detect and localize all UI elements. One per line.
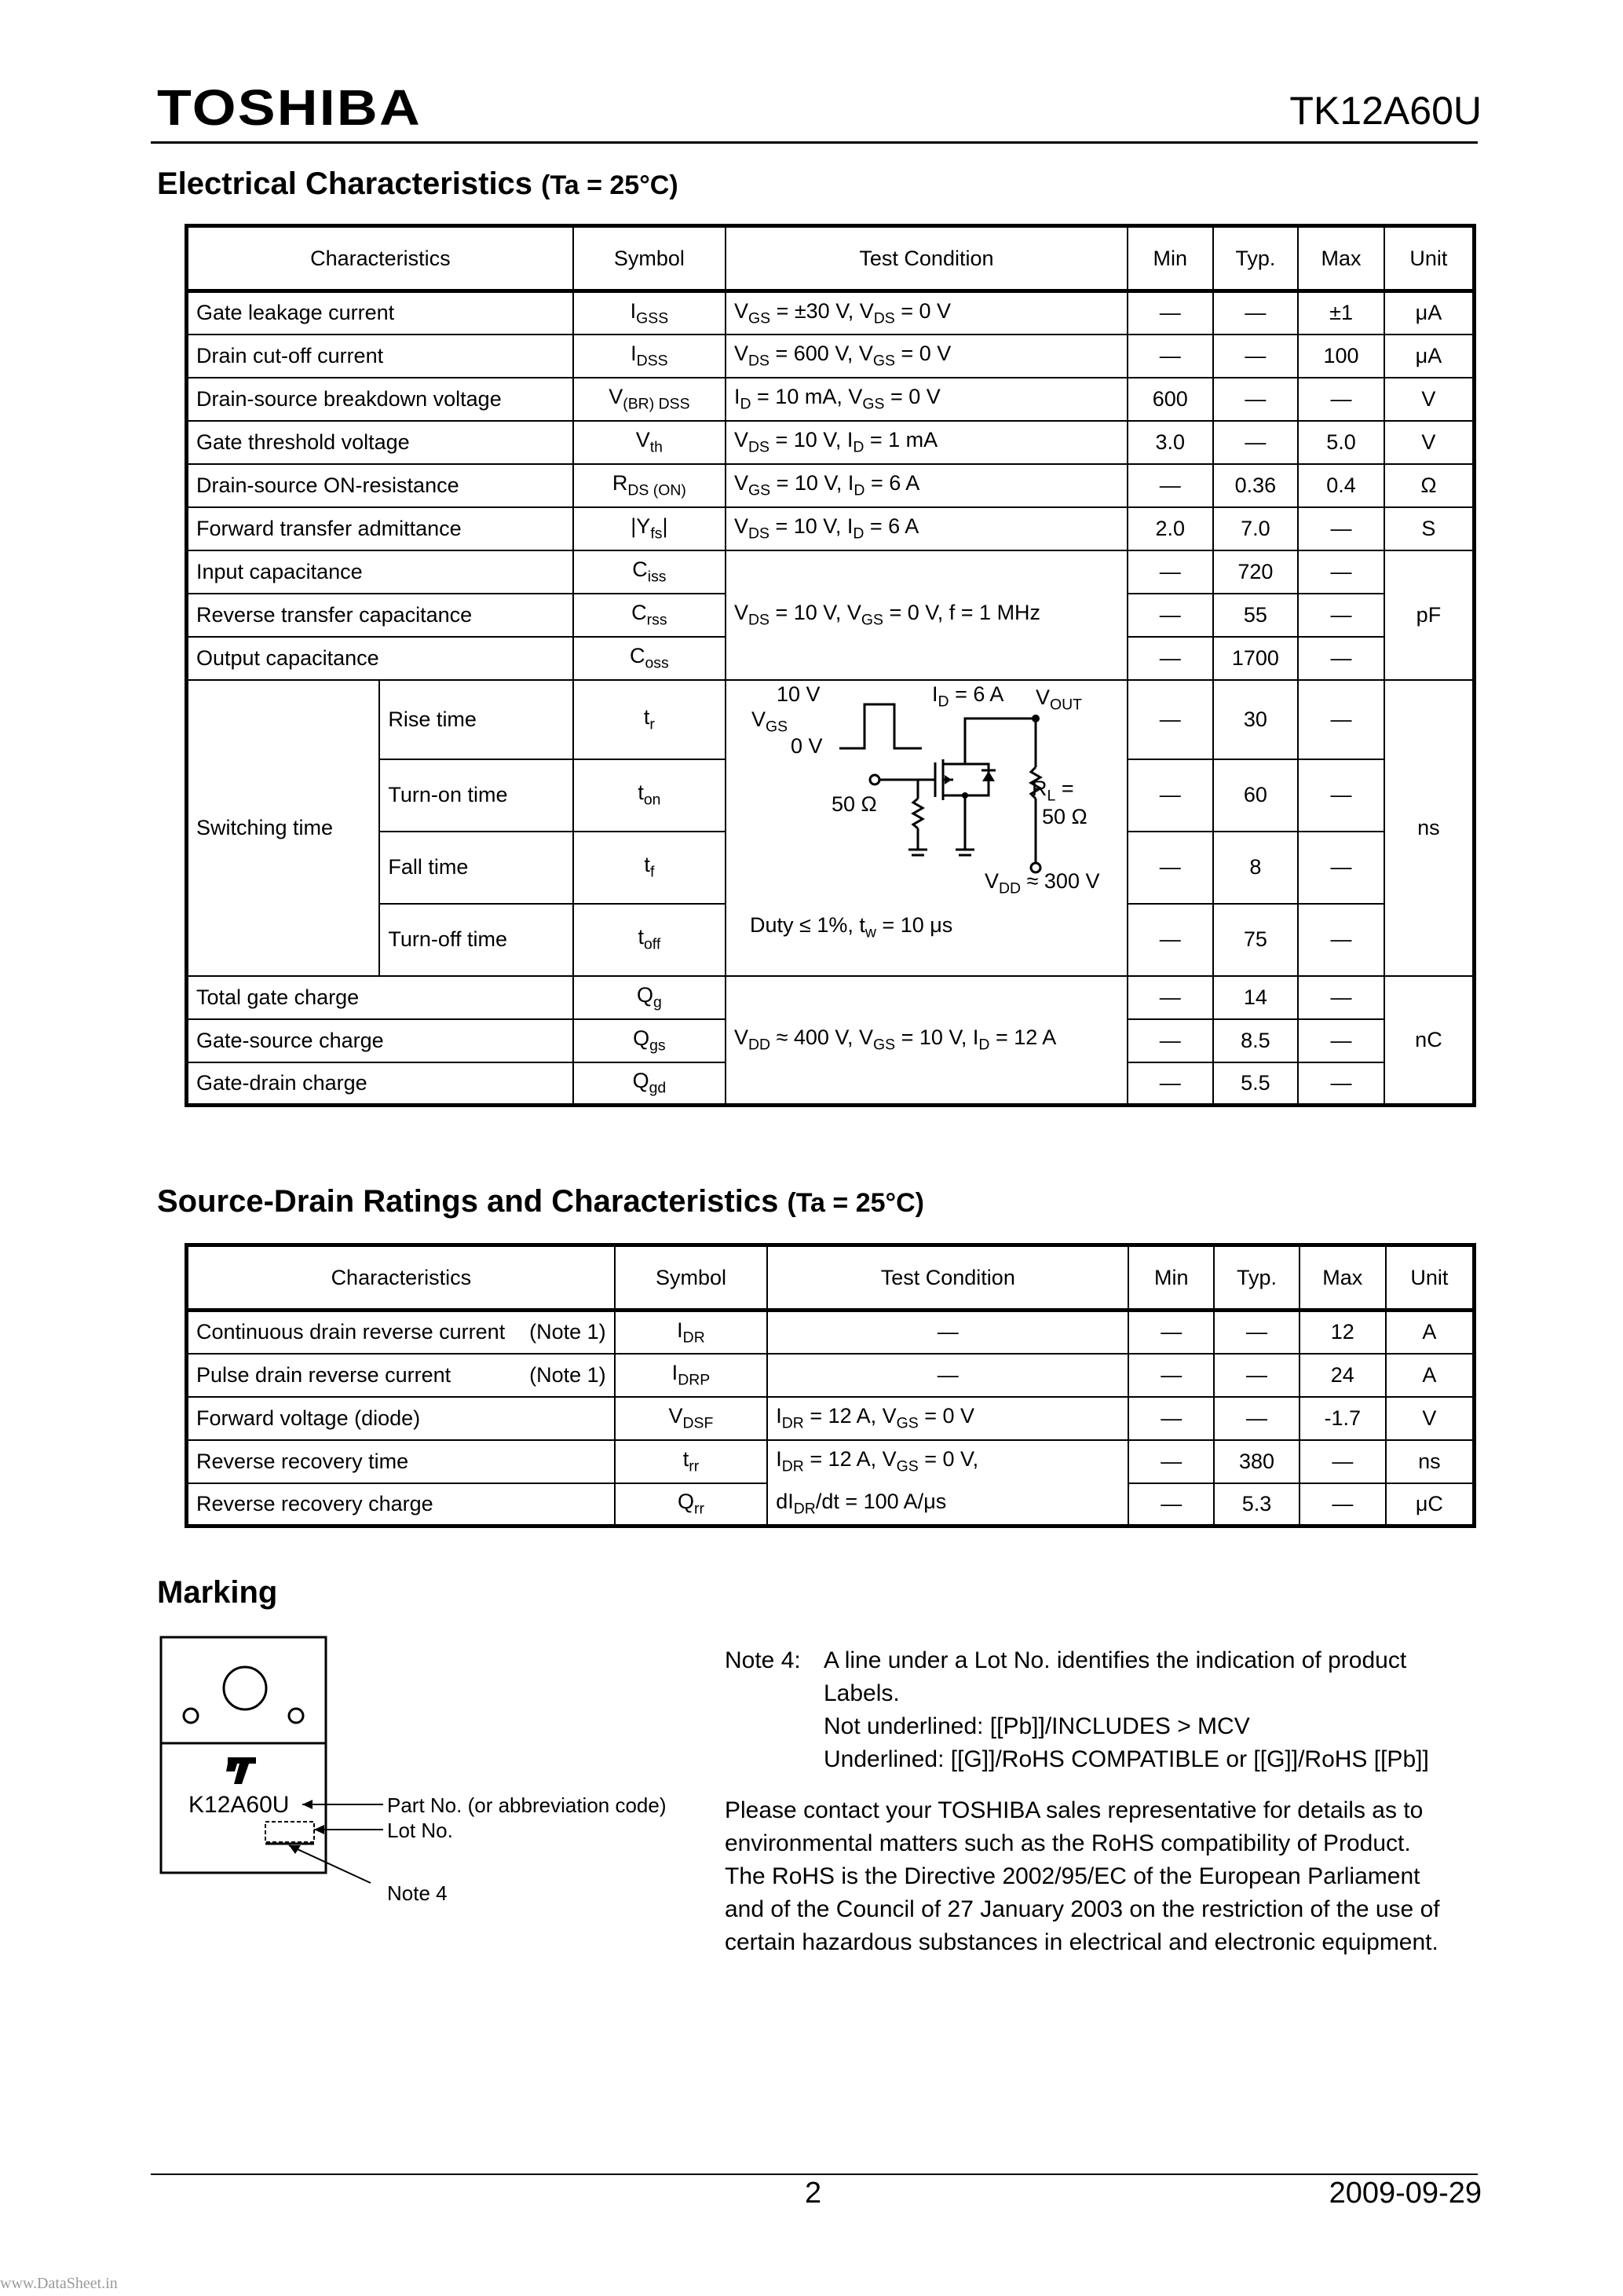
unit: μC [1386, 1483, 1475, 1526]
symbol: $I_{GSS}$ [573, 291, 726, 335]
max-value: — [1299, 1483, 1386, 1526]
table-row [187, 378, 1475, 421]
max-value: — [1298, 1019, 1384, 1062]
col-min: Min [1128, 1245, 1214, 1311]
max-value: -1.7 [1299, 1397, 1386, 1440]
right-pin-mark [289, 1709, 303, 1723]
max-value: — [1298, 637, 1384, 680]
symbol: $|Y_{fs}|$ [573, 507, 726, 550]
symbol: $Q_{gs}$ [573, 1019, 726, 1062]
switching-test-circuit: 10 V $V_{GS}$ 0 V $I_D = 6$ A $V_{OUT}$ 50 Ω $R_L$ = 50 Ω $V_{DD} \approx 300$ V Duty ≤ 1%, $t_w = 10$ μs [749, 682, 1100, 941]
col-min: Min [1128, 226, 1213, 291]
symbol: $t_{off}$ [573, 904, 726, 976]
max-value: — [1298, 594, 1384, 637]
typ-value: 8 [1213, 832, 1299, 904]
characteristic-name: Gate leakage current [187, 291, 573, 335]
min-value: — [1128, 680, 1213, 759]
table-row [187, 507, 1475, 550]
symbol: $t_r$ [573, 680, 726, 759]
typ-value: 5.5 [1213, 1062, 1299, 1106]
max-value: — [1298, 550, 1384, 594]
symbol: $V_{(BR) DSS}$ [573, 378, 726, 421]
max-value: — [1298, 759, 1384, 832]
min-value: — [1128, 1019, 1213, 1062]
symbol: $Q_g$ [573, 976, 726, 1019]
note4-pointer-label: Note 4 [387, 1881, 448, 1905]
note4-block [725, 1644, 1429, 1776]
max-value: 100 [1298, 335, 1384, 378]
test-condition: $V_{DS} = 10$ V, $V_{GS} = 0$ V, f = 1 MHz [726, 550, 1128, 680]
electrical-title-condition: (Ta = 25°C) [541, 170, 678, 200]
note4-line: Not underlined: [[Pb]]/INCLUDES > MCV [824, 1713, 1250, 1739]
test-condition: $V_{GS} = 10$ V, $I_D = 6$ A [726, 464, 1128, 507]
header-rule [151, 141, 1478, 144]
characteristic-name: Reverse transfer capacitance [187, 594, 573, 637]
test-condition: $I_D = 10$ mA, $V_{GS} = 0$ V [726, 378, 1128, 421]
unit: ns [1386, 1440, 1475, 1483]
characteristic-name: Reverse recovery charge [187, 1483, 615, 1526]
symbol: $t_f$ [573, 832, 726, 904]
min-value: — [1128, 1311, 1214, 1354]
test-condition: — [767, 1311, 1128, 1354]
typ-value: — [1213, 291, 1299, 335]
note4-line: Underlined: [[G]]/RoHS COMPATIBLE or [[G]]/RoHS [[Pb]] [824, 1746, 1429, 1772]
lot-arrow-head [314, 1825, 324, 1834]
part-label: Part No. (or abbreviation code) [387, 1793, 667, 1817]
typ-value: 30 [1213, 680, 1299, 759]
max-value: — [1298, 976, 1384, 1019]
typ-value: 8.5 [1213, 1019, 1299, 1062]
part-number: TK12A60U [1289, 89, 1482, 133]
table-row [187, 976, 1475, 1019]
symbol: $C_{iss}$ [573, 550, 726, 594]
max-value: — [1298, 904, 1384, 976]
max-value: — [1298, 680, 1384, 759]
table-row [187, 550, 1475, 594]
typ-value: 60 [1213, 759, 1299, 832]
package-outline [161, 1637, 326, 1873]
characteristic-name: Drain cut-off current [187, 335, 573, 378]
typ-value: 720 [1213, 550, 1299, 594]
characteristic-name: Pulse drain reverse current (Note 1) [187, 1354, 615, 1397]
note4-heading: Note 4: [725, 1647, 801, 1673]
electrical-table [185, 224, 1476, 1107]
symbol: $R_{DS (ON)}$ [573, 464, 726, 507]
characteristic-name: Turn-off time [379, 904, 572, 976]
rohs-line: certain hazardous substances in electrical and electronic equipment. [725, 1929, 1438, 1955]
rohs-line: and of the Council of 27 January 2003 on the restriction of the use of [725, 1896, 1440, 1922]
unit: A [1386, 1311, 1475, 1354]
min-value: — [1128, 1483, 1214, 1526]
symbol: $t_{on}$ [573, 759, 726, 832]
table-row [187, 680, 1475, 759]
min-value: — [1128, 335, 1213, 378]
col-symbol: Symbol [573, 226, 726, 291]
unit: A [1386, 1354, 1475, 1397]
symbol: $C_{rss}$ [573, 594, 726, 637]
left-pin-mark [184, 1709, 198, 1723]
unit: Ω [1384, 464, 1475, 507]
min-value: — [1128, 594, 1213, 637]
min-value: — [1128, 1354, 1214, 1397]
typ-value: — [1213, 335, 1299, 378]
symbol: $V_{th}$ [573, 421, 726, 464]
typ-value: 14 [1213, 976, 1299, 1019]
min-value: — [1128, 1440, 1214, 1483]
max-value: — [1298, 832, 1384, 904]
typ-value: — [1214, 1397, 1299, 1440]
test-condition: $I_{DR} = 12$ A, $V_{GS} = 0$ V [767, 1397, 1128, 1440]
chip-part-text: K12A60U [188, 1792, 290, 1818]
symbol: $Q_{rr}$ [615, 1483, 768, 1526]
table-row [187, 291, 1475, 335]
unit: V [1386, 1397, 1475, 1440]
test-condition: — [767, 1354, 1128, 1397]
characteristic-name: Forward transfer admittance [187, 507, 573, 550]
test-condition: $V_{DS} = 600$ V, $V_{GS} = 0$ V [726, 335, 1128, 378]
footer-date: 2009-09-29 [1329, 2177, 1482, 2210]
mounting-hole [224, 1667, 266, 1709]
table-row [187, 1397, 1475, 1440]
max-value: 24 [1299, 1354, 1386, 1397]
source-drain-title-text: Source-Drain Ratings and Characteristics [157, 1184, 779, 1219]
symbol: $I_{DSS}$ [573, 335, 726, 378]
electrical-title-text: Electrical Characteristics [157, 166, 533, 201]
test-condition: $dI_{DR}/dt = 100$ A/μs [767, 1483, 1128, 1526]
table-row [187, 335, 1475, 378]
characteristic-name: Gate-drain charge [187, 1062, 573, 1106]
unit: V [1384, 378, 1475, 421]
watermark: www.DataSheet.in [0, 2275, 118, 2292]
page-number: 2 [805, 2177, 822, 2210]
col-max: Max [1299, 1245, 1386, 1311]
unit: S [1384, 507, 1475, 550]
typ-value: — [1214, 1311, 1299, 1354]
rohs-line: The RoHS is the Directive 2002/95/EC of the European Parliament [725, 1863, 1420, 1889]
table-row [187, 464, 1475, 507]
test-condition: $V_{DS} = 10$ V, $I_D = 1$ mA [726, 421, 1128, 464]
max-value: — [1298, 378, 1384, 421]
test-condition: $V_{DS} = 10$ V, $I_D = 6$ A [726, 507, 1128, 550]
unit: nC [1384, 976, 1475, 1106]
characteristic-name: Fall time [379, 832, 572, 904]
marking-title: Marking [157, 1575, 278, 1610]
max-value: 0.4 [1298, 464, 1384, 507]
unit: V [1384, 421, 1475, 464]
col-test-condition: Test Condition [767, 1245, 1128, 1311]
lot-box [265, 1822, 314, 1842]
note4-arrow-line [289, 1845, 371, 1883]
col-typ: Typ. [1213, 226, 1299, 291]
part-arrow-head [302, 1800, 313, 1809]
unit: μA [1384, 335, 1475, 378]
characteristic-name: Continuous drain reverse current (Note 1) [187, 1311, 615, 1354]
table-row [187, 421, 1475, 464]
symbol: $Q_{gd}$ [573, 1062, 726, 1106]
rohs-line: environmental matters such as the RoHS compatibility of Product. [725, 1830, 1411, 1856]
typ-value: 0.36 [1213, 464, 1299, 507]
electrical-title [157, 166, 678, 202]
typ-value: 7.0 [1213, 507, 1299, 550]
characteristic-name: Reverse recovery time [187, 1440, 615, 1483]
characteristic-name: Gate threshold voltage [187, 421, 573, 464]
min-value: 600 [1128, 378, 1213, 421]
table-row [187, 1311, 1475, 1354]
source-drain-title [157, 1184, 924, 1219]
characteristic-name: Gate-source charge [187, 1019, 573, 1062]
switching-time-group: Switching time [187, 680, 380, 976]
typ-value: — [1213, 378, 1299, 421]
test-condition: $V_{DD} \approx 400$ V, $V_{GS} = 10$ V, $I_D = 12$ A [726, 976, 1128, 1106]
marking-diagram [149, 1633, 715, 1932]
typ-value: 55 [1213, 594, 1299, 637]
typ-value: — [1214, 1354, 1299, 1397]
col-typ: Typ. [1214, 1245, 1299, 1311]
characteristic-name: Output capacitance [187, 637, 573, 680]
unit: ns [1384, 680, 1475, 976]
characteristic-name: Drain-source breakdown voltage [187, 378, 573, 421]
brand-logo: TOSHIBA [157, 79, 422, 136]
min-value: 3.0 [1128, 421, 1213, 464]
characteristic-name: Total gate charge [187, 976, 573, 1019]
col-characteristics: Characteristics [187, 226, 573, 291]
max-value: ±1 [1298, 291, 1384, 335]
max-value: — [1298, 507, 1384, 550]
max-value: 12 [1299, 1311, 1386, 1354]
min-value: — [1128, 637, 1213, 680]
col-unit: Unit [1384, 226, 1475, 291]
unit: pF [1384, 550, 1475, 680]
min-value: 2.0 [1128, 507, 1213, 550]
characteristic-name: Turn-on time [379, 759, 572, 832]
typ-value: — [1213, 421, 1299, 464]
lot-label: Lot No. [387, 1819, 453, 1842]
table-row [187, 1483, 1475, 1526]
max-value: — [1299, 1440, 1386, 1483]
min-value: — [1128, 550, 1213, 594]
note4-line: A line under a Lot No. identifies the indication of product [824, 1647, 1407, 1673]
unit: μA [1384, 291, 1475, 335]
min-value: — [1128, 291, 1213, 335]
table-row [187, 1440, 1475, 1483]
max-value: 5.0 [1298, 421, 1384, 464]
symbol: $V_{DSF}$ [615, 1397, 768, 1440]
source-drain-table [185, 1243, 1476, 1528]
source-drain-title-condition: (Ta = 25°C) [787, 1188, 924, 1218]
min-value: — [1128, 1062, 1213, 1106]
characteristic-name: Input capacitance [187, 550, 573, 594]
max-value: — [1298, 1062, 1384, 1106]
switching-test-condition [726, 680, 1128, 976]
col-test-condition: Test Condition [726, 226, 1128, 291]
rohs-line: Please contact your TOSHIBA sales representative for details as to [725, 1797, 1424, 1823]
characteristic-name: Forward voltage (diode) [187, 1397, 615, 1440]
characteristic-name: Drain-source ON-resistance [187, 464, 573, 507]
col-unit: Unit [1386, 1245, 1475, 1311]
typ-value: 1700 [1213, 637, 1299, 680]
col-max: Max [1298, 226, 1384, 291]
note4-line: Labels. [824, 1680, 900, 1706]
min-value: — [1128, 464, 1213, 507]
min-value: — [1128, 1397, 1214, 1440]
typ-value: 75 [1213, 904, 1299, 976]
min-value: — [1128, 904, 1213, 976]
rohs-block [725, 1794, 1440, 1959]
min-value: — [1128, 976, 1213, 1019]
characteristic-name: Rise time [379, 680, 572, 759]
min-value: — [1128, 759, 1213, 832]
note4-lines [824, 1644, 1429, 1776]
min-value: — [1128, 832, 1213, 904]
typ-value: 5.3 [1214, 1483, 1299, 1526]
table-row [187, 1354, 1475, 1397]
test-condition: $I_{DR} = 12$ A, $V_{GS} = 0$ V, [767, 1440, 1128, 1483]
footer-rule [151, 2174, 1478, 2175]
test-condition: $V_{GS} = \pm 30$ V, $V_{DS} = 0$ V [726, 291, 1128, 335]
symbol: $I_{DR}$ [615, 1311, 768, 1354]
symbol: $I_{DRP}$ [615, 1354, 768, 1397]
col-characteristics: Characteristics [187, 1245, 615, 1311]
symbol: $t_{rr}$ [615, 1440, 768, 1483]
toshiba-mark-icon [226, 1757, 256, 1784]
col-symbol: Symbol [615, 1245, 768, 1311]
typ-value: 380 [1214, 1440, 1299, 1483]
symbol: $C_{oss}$ [573, 637, 726, 680]
